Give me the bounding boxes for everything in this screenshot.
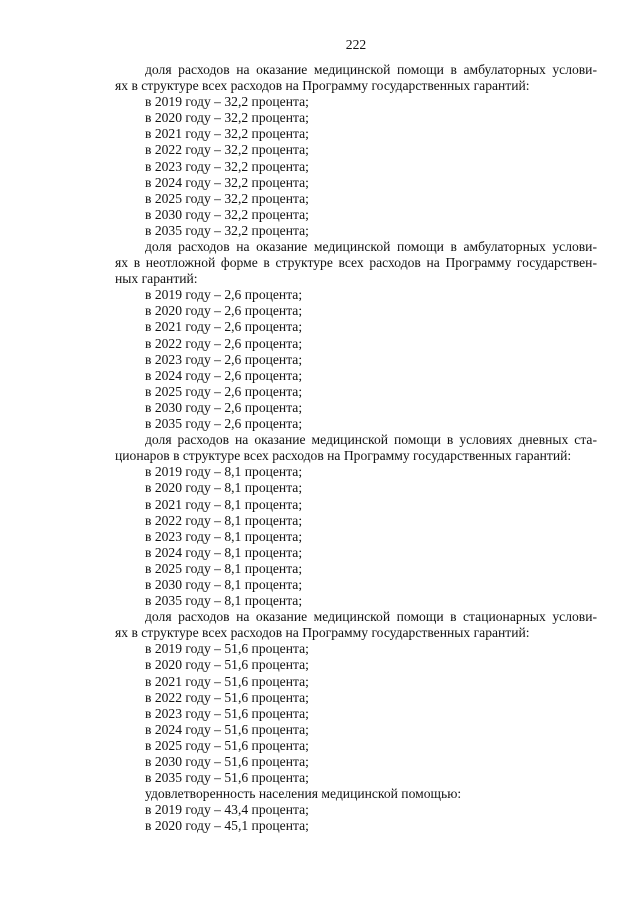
list-item: в 2021 году – 8,1 процента; (145, 496, 303, 512)
list-item: в 2019 году – 8,1 процента; (145, 464, 303, 480)
list-item: в 2035 году – 8,1 процента; (145, 593, 303, 609)
paragraph-line: ях в структуре всех расходов на Программу государственных гарантий: (115, 625, 530, 641)
list-item: в 2020 году – 51,6 процента; (145, 657, 309, 673)
list-item: в 2020 году – 45,1 процента; (145, 818, 309, 834)
section-satisfaction (115, 786, 597, 834)
list-item: в 2025 году – 51,6 процента; (145, 737, 309, 753)
list-item: в 2024 году – 2,6 процента; (145, 367, 303, 383)
paragraph-line: доля расходов на оказание медицинской помощи в амбулаторных услови- (145, 239, 597, 255)
section-ambulatory-emergency (115, 239, 597, 432)
list-item: в 2019 году – 51,6 процента; (145, 641, 309, 657)
list-item: в 2025 году – 32,2 процента; (145, 190, 309, 206)
list-item: в 2021 году – 32,2 процента; (145, 126, 309, 142)
section-day-hospital (115, 432, 597, 609)
list-item: в 2025 году – 2,6 процента; (145, 383, 303, 399)
list-item: в 2030 году – 8,1 процента; (145, 576, 303, 592)
list-item: в 2035 году – 32,2 процента; (145, 222, 309, 238)
list-item: в 2030 году – 2,6 процента; (145, 399, 303, 415)
list-item: в 2020 году – 2,6 процента; (145, 303, 303, 319)
list-item: в 2022 году – 51,6 процента; (145, 689, 309, 705)
paragraph-line: удовлетворенность населения медицинской помощью: (145, 786, 462, 802)
paragraph-line: доля расходов на оказание медицинской помощи в амбулаторных услови- (145, 61, 597, 77)
list-item: в 2035 году – 51,6 процента; (145, 770, 309, 786)
section-inpatient (115, 609, 597, 786)
list-item: в 2025 году – 8,1 процента; (145, 560, 303, 576)
list-item: в 2021 году – 2,6 процента; (145, 319, 303, 335)
list-item: в 2024 году – 51,6 процента; (145, 721, 309, 737)
list-item: в 2020 году – 8,1 процента; (145, 480, 303, 496)
document-page (115, 37, 597, 834)
list-item: в 2020 году – 32,2 процента; (145, 110, 309, 126)
list-item: в 2024 году – 32,2 процента; (145, 174, 309, 190)
page-number: 222 (345, 37, 367, 52)
list-item: в 2019 году – 43,4 процента; (145, 802, 309, 818)
paragraph-line: доля расходов на оказание медицинской помощи в условиях дневных ста- (145, 432, 597, 448)
list-item: в 2023 году – 51,6 процента; (145, 705, 309, 721)
paragraph-line: ционаров в структуре всех расходов на Программу государственных гарантий: (115, 448, 572, 464)
paragraph-line: доля расходов на оказание медицинской помощи в стационарных услови- (145, 609, 597, 625)
list-item: в 2030 году – 32,2 процента; (145, 206, 309, 222)
list-item: в 2023 году – 32,2 процента; (145, 158, 309, 174)
list-item: в 2021 году – 51,6 процента; (145, 673, 309, 689)
list-item: в 2023 году – 2,6 процента; (145, 351, 303, 367)
paragraph-line: ях в неотложной форме в структуре всех расходов на Программу государствен- (115, 255, 597, 271)
list-item: в 2023 году – 8,1 процента; (145, 528, 303, 544)
list-item: в 2022 году – 2,6 процента; (145, 335, 303, 351)
list-item: в 2022 году – 32,2 процента; (145, 142, 309, 158)
list-item: в 2024 году – 8,1 процента; (145, 544, 303, 560)
paragraph-line: ях в структуре всех расходов на Программу государственных гарантий: (115, 78, 530, 94)
list-item: в 2030 году – 51,6 процента; (145, 754, 309, 770)
list-item: в 2019 году – 32,2 процента; (145, 94, 309, 110)
list-item: в 2022 году – 8,1 процента; (145, 512, 303, 528)
section-ambulatory (115, 62, 597, 239)
paragraph-line: ных гарантий: (115, 271, 198, 287)
list-item: в 2035 году – 2,6 процента; (145, 416, 303, 432)
list-item: в 2019 году – 2,6 процента; (145, 287, 303, 303)
